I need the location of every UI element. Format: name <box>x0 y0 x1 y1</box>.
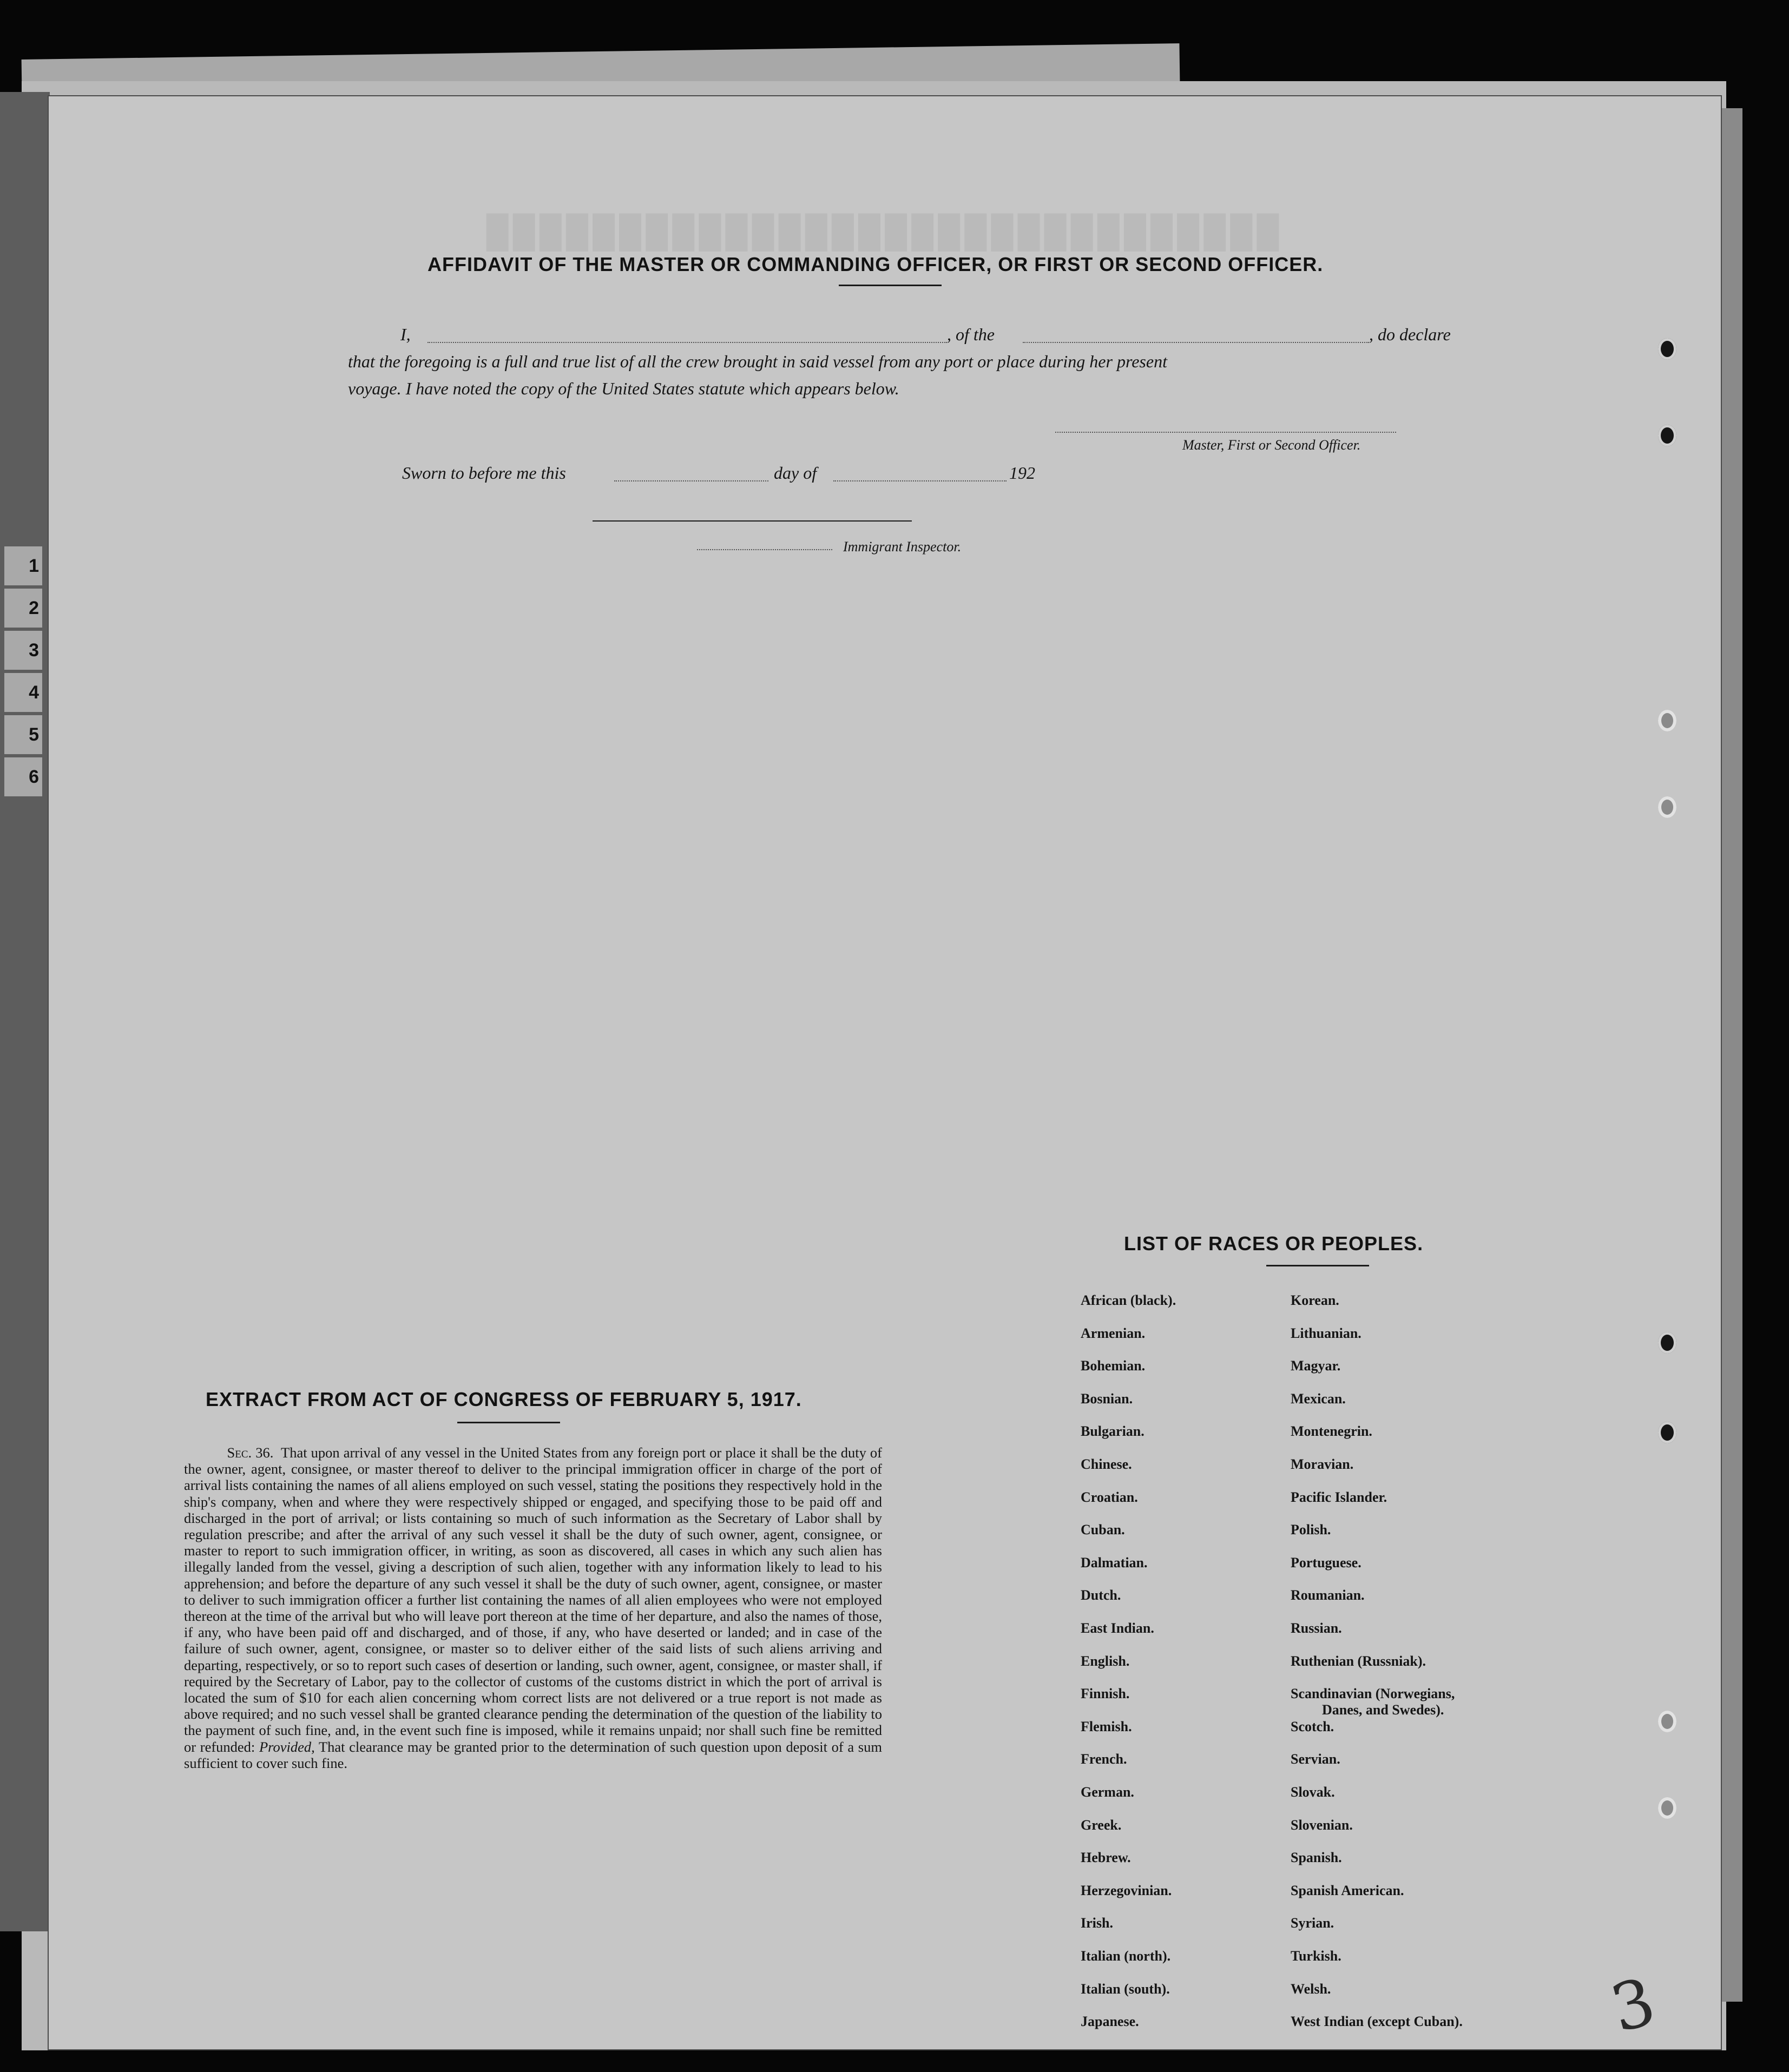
binder-hole <box>1658 710 1676 731</box>
race-entry: English. <box>1081 1653 1130 1669</box>
race-entry: Syrian. <box>1291 1915 1334 1931</box>
binder-hole <box>1658 1422 1676 1443</box>
proviso-text: That clearance may be granted prior to the determination of such question upon deposit of a sum sufficient to cover such fine. <box>184 1738 882 1771</box>
day-blank <box>614 480 768 481</box>
race-entry: African (black). <box>1081 1292 1176 1308</box>
race-entry: Portuguese. <box>1291 1554 1362 1571</box>
signature-caption: Master, First or Second Officer. <box>1182 437 1361 453</box>
race-entry: Greek. <box>1081 1817 1122 1833</box>
binder-hole <box>1658 1797 1676 1819</box>
race-entry: Lithuanian. <box>1291 1325 1362 1341</box>
race-entry: Chinese. <box>1081 1456 1132 1472</box>
sworn-day-of: day of <box>774 463 817 483</box>
extract-title: EXTRACT FROM ACT OF CONGRESS OF FEBRUARY 5, 1917. <box>206 1388 802 1410</box>
race-entry: Hebrew. <box>1081 1850 1131 1866</box>
binder-hole <box>1658 1332 1676 1354</box>
extract-rule <box>457 1422 560 1423</box>
race-entry: Finnish. <box>1081 1686 1130 1702</box>
vessel-blank <box>1023 342 1369 343</box>
inspector-line <box>697 549 832 550</box>
race-entry: Servian. <box>1291 1751 1340 1767</box>
races-rule <box>1266 1265 1369 1266</box>
margin-tab: 6 <box>4 757 42 796</box>
binder-hole <box>1658 796 1676 818</box>
race-entry: Moravian. <box>1291 1456 1354 1472</box>
race-entry: Mexican. <box>1291 1390 1346 1407</box>
race-entry: Ruthenian (Russniak). <box>1291 1653 1426 1669</box>
affidavit-title: AFFIDAVIT OF THE MASTER OR COMMANDING OFFICER, OR FIRST OR SECOND OFFICER. <box>427 253 1324 275</box>
race-entry: Danes, and Swedes). <box>1322 1702 1444 1718</box>
statute-body: That upon arrival of any vessel in the United States from any foreign port or place it shall be the duty of the owner, agent, consignee, or master thereof to deliver to the principal immigration officer in charge of the port of arrival lists containing the names of all aliens employed on such vessel, stating the positions they respectively hold in the ship's company, when and where they were respectively shipped or engaged, and specifying those to be paid off and discharged in the port of arrival; or lists containing so much of such information as the Secretary of Labor shall by regulation prescribe; and after the arrival of any such vessel it shall be the duty of such owner, agent, consignee, or master to report to such immigration officer, in writing, as soon as discovered, all cases in which any such alien has illegally landed from the vessel, giving a description of such alien, together with any information likely to lead to his apprehension; and before the departure of any such vessel it shall be the duty of such owner, agent, consignee, or master to deliver to such immigration officer a further list containing the names of all alien employees who were not employed thereon at the time of the arrival but who will leave port thereon at the time of her departure, and also the names of those, if any, who have been paid off and discharged, and of those, if any, who have deserted or landed; and in case of the failure of such owner, agent, consignee, or master so to deliver either of the said lists of such aliens arriving and departing, respectively, or so to report such cases of desertion or landing, such owner, agent, consignee, or master shall, if required by the Secretary of Labor, pay to the collector of customs of the customs district in which the port of arrival is located the sum of $10 for each alien concerning whom correct lists are not delivered or a true report is not made as above required; and no such vessel shall be granted clearance pending the determination of the question of the liability to the payment of such fine, and, in the event such fine is imposed, while it remains unpaid; nor shall such fine be remitted or refunded: <box>184 1444 882 1755</box>
binder-hole <box>1658 338 1676 360</box>
race-entry: Slovenian. <box>1291 1817 1353 1833</box>
affidavit-line1-end: , do declare <box>1369 325 1451 344</box>
race-entry: Montenegrin. <box>1291 1423 1372 1440</box>
race-entry: French. <box>1081 1751 1127 1767</box>
binder-hole <box>1658 1711 1676 1732</box>
handwritten-number: 3 <box>1603 1964 1663 2048</box>
margin-tab: 2 <box>4 589 42 628</box>
race-entry: Flemish. <box>1081 1718 1132 1734</box>
race-entry: Spanish. <box>1291 1850 1342 1866</box>
binder-hole <box>1658 425 1676 446</box>
affidavit-line1-of: , of the <box>947 325 995 344</box>
signature-line <box>1055 432 1396 433</box>
race-entry: Bohemian. <box>1081 1358 1146 1374</box>
race-entry: Dalmatian. <box>1081 1554 1148 1571</box>
race-entry: Pacific Islander. <box>1291 1489 1387 1505</box>
proviso-label: Provided, <box>259 1738 315 1755</box>
affidavit-line1-start: I, <box>400 325 411 344</box>
race-entry: Russian. <box>1291 1620 1342 1636</box>
race-entry: Roumanian. <box>1291 1587 1365 1604</box>
race-entry: Welsh. <box>1291 1981 1331 1997</box>
inspector-caption: Immigrant Inspector. <box>843 539 962 555</box>
margin-tab: 1 <box>4 546 42 585</box>
sworn-year: 192 <box>1009 463 1035 483</box>
race-entry: West Indian (except Cuban). <box>1291 2014 1463 2030</box>
affidavit-line3: voyage. I have noted the copy of the United States statute which appears below. <box>348 379 899 398</box>
races-title: LIST OF RACES OR PEOPLES. <box>1124 1232 1424 1255</box>
section-label: Sec. 36. <box>227 1444 274 1461</box>
race-entry: Croatian. <box>1081 1489 1138 1505</box>
race-entry: Scandinavian (Norwegians, <box>1291 1686 1455 1702</box>
seal-line <box>593 520 912 522</box>
left-binding-edge <box>0 92 50 1931</box>
margin-tab: 4 <box>4 673 42 712</box>
race-entry: German. <box>1081 1784 1134 1800</box>
month-blank <box>833 480 1007 481</box>
race-entry: Italian (south). <box>1081 1981 1170 1997</box>
affidavit-line2: that the foregoing is a full and true list of all the crew brought in said vessel from any port or place during her present <box>348 352 1167 371</box>
race-entry: Korean. <box>1291 1292 1339 1308</box>
bleed-through-text: ██████████████████████████████ <box>486 216 1284 251</box>
margin-tab: 3 <box>4 631 42 670</box>
title-rule <box>839 285 942 286</box>
race-entry: East Indian. <box>1081 1620 1154 1636</box>
statute-paragraph <box>184 1444 882 1771</box>
margin-tab: 5 <box>4 715 42 754</box>
race-entry: Magyar. <box>1291 1358 1341 1374</box>
race-entry: Herzegovinian. <box>1081 1882 1172 1898</box>
race-entry: Irish. <box>1081 1915 1113 1931</box>
race-entry: Armenian. <box>1081 1325 1146 1341</box>
race-entry: Scotch. <box>1291 1718 1334 1734</box>
race-entry: Cuban. <box>1081 1522 1125 1538</box>
manifest-page <box>49 96 1721 2049</box>
race-entry: Bulgarian. <box>1081 1423 1145 1440</box>
race-entry: Spanish American. <box>1291 1882 1404 1898</box>
sworn-text: Sworn to before me this <box>402 463 566 483</box>
race-entry: Bosnian. <box>1081 1390 1133 1407</box>
right-page-edge <box>1721 108 1742 2002</box>
race-entry: Italian (north). <box>1081 1948 1171 1964</box>
race-entry: Polish. <box>1291 1522 1331 1538</box>
race-entry: Turkish. <box>1291 1948 1341 1964</box>
race-entry: Slovak. <box>1291 1784 1335 1800</box>
race-entry: Dutch. <box>1081 1587 1121 1604</box>
race-entry: Japanese. <box>1081 2014 1139 2030</box>
name-blank <box>427 342 947 343</box>
